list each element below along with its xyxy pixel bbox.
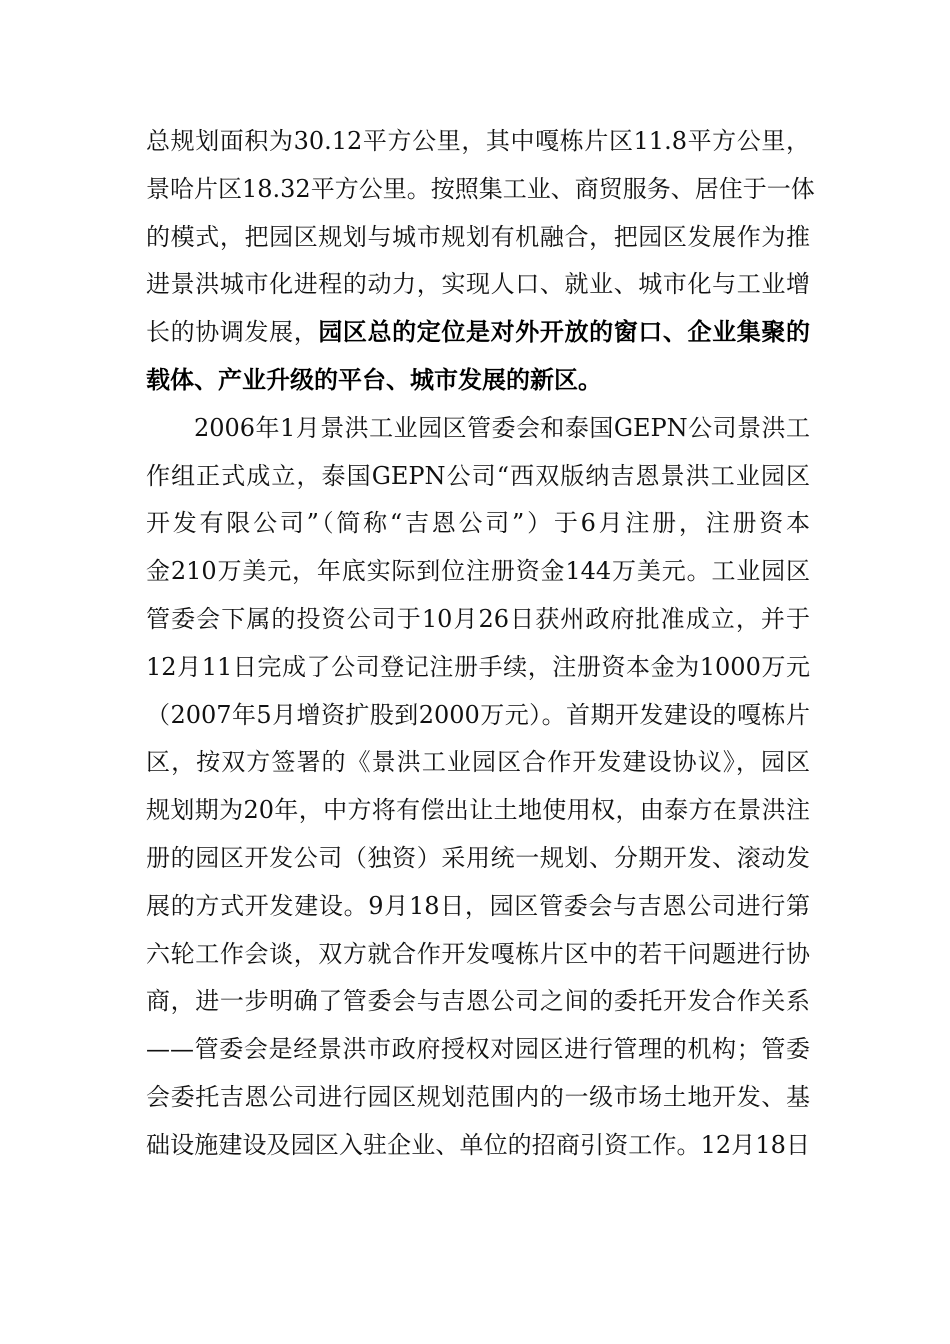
- document-body: [146, 118, 815, 1170]
- text-line: 管委会下属的投资公司于10月26日获州政府批准成立，并于: [146, 604, 810, 633]
- paragraph-2: [146, 405, 810, 1170]
- text-line: 金210万美元，年底实际到位注册资金144万美元。工业园区: [146, 557, 810, 586]
- text-line: 册的园区开发公司（独资）采用统一规划、分期开发、滚动发: [146, 843, 810, 872]
- text-line: 规划期为20年，中方将有偿出让土地使用权，由泰方在景洪注: [146, 796, 810, 825]
- text-line: 2006年1月景洪工业园区管委会和泰国GEPN公司景洪工: [194, 413, 810, 442]
- text-line: 总规划面积为30.12平方公里，其中嘎栋片区11.8平方公里，: [146, 127, 810, 155]
- text-line: 础设施建设及园区入驻企业、单位的招商引资工作。12月18日: [146, 1130, 810, 1159]
- text-line: ——管委会是经景洪市政府授权对园区进行管理的机构；管委: [146, 1035, 810, 1064]
- text-line: 景哈片区18.32平方公里。按照集工业、商贸服务、居住于一体: [146, 174, 815, 203]
- text-line: 商，进一步明确了管委会与吉恩公司之间的委托开发合作关系: [146, 987, 810, 1016]
- text-line: 六轮工作会谈，双方就合作开发嘎栋片区中的若干问题进行协: [146, 939, 810, 968]
- text-line: 12月11日完成了公司登记注册手续，注册资本金为1000万元: [146, 652, 810, 681]
- text-line: 开发有限公司”（简称“吉恩公司”）于6月注册，注册资本: [146, 509, 810, 538]
- text-line: （2007年5月增资扩股到2000万元）。首期开发建设的嘎栋片: [146, 700, 810, 729]
- paragraph-1: [146, 118, 815, 405]
- text-line: 载体、产业升级的平台、城市发展的新区。: [146, 365, 602, 394]
- bold-text-segment: 园区总的定位是对外开放的窗口、企业集聚的: [318, 318, 811, 347]
- text-line: 进景洪城市化进程的动力，实现人口、就业、城市化与工业增: [146, 270, 810, 299]
- text-line: [146, 309, 810, 357]
- text-line: 的模式，把园区规划与城市规划有机融合，把园区发展作为推: [146, 222, 810, 251]
- text-segment: 长的协调发展，: [146, 318, 319, 347]
- text-line: 区，按双方签署的《景洪工业园区合作开发建设协议》，园区: [146, 748, 810, 777]
- text-line: 展的方式开发建设。9月18日，园区管委会与吉恩公司进行第: [146, 891, 810, 920]
- text-line: 会委托吉恩公司进行园区规划范围内的一级市场土地开发、基: [146, 1082, 810, 1111]
- text-line: 作组正式成立，泰国GEPN公司“西双版纳吉恩景洪工业园区: [146, 461, 810, 490]
